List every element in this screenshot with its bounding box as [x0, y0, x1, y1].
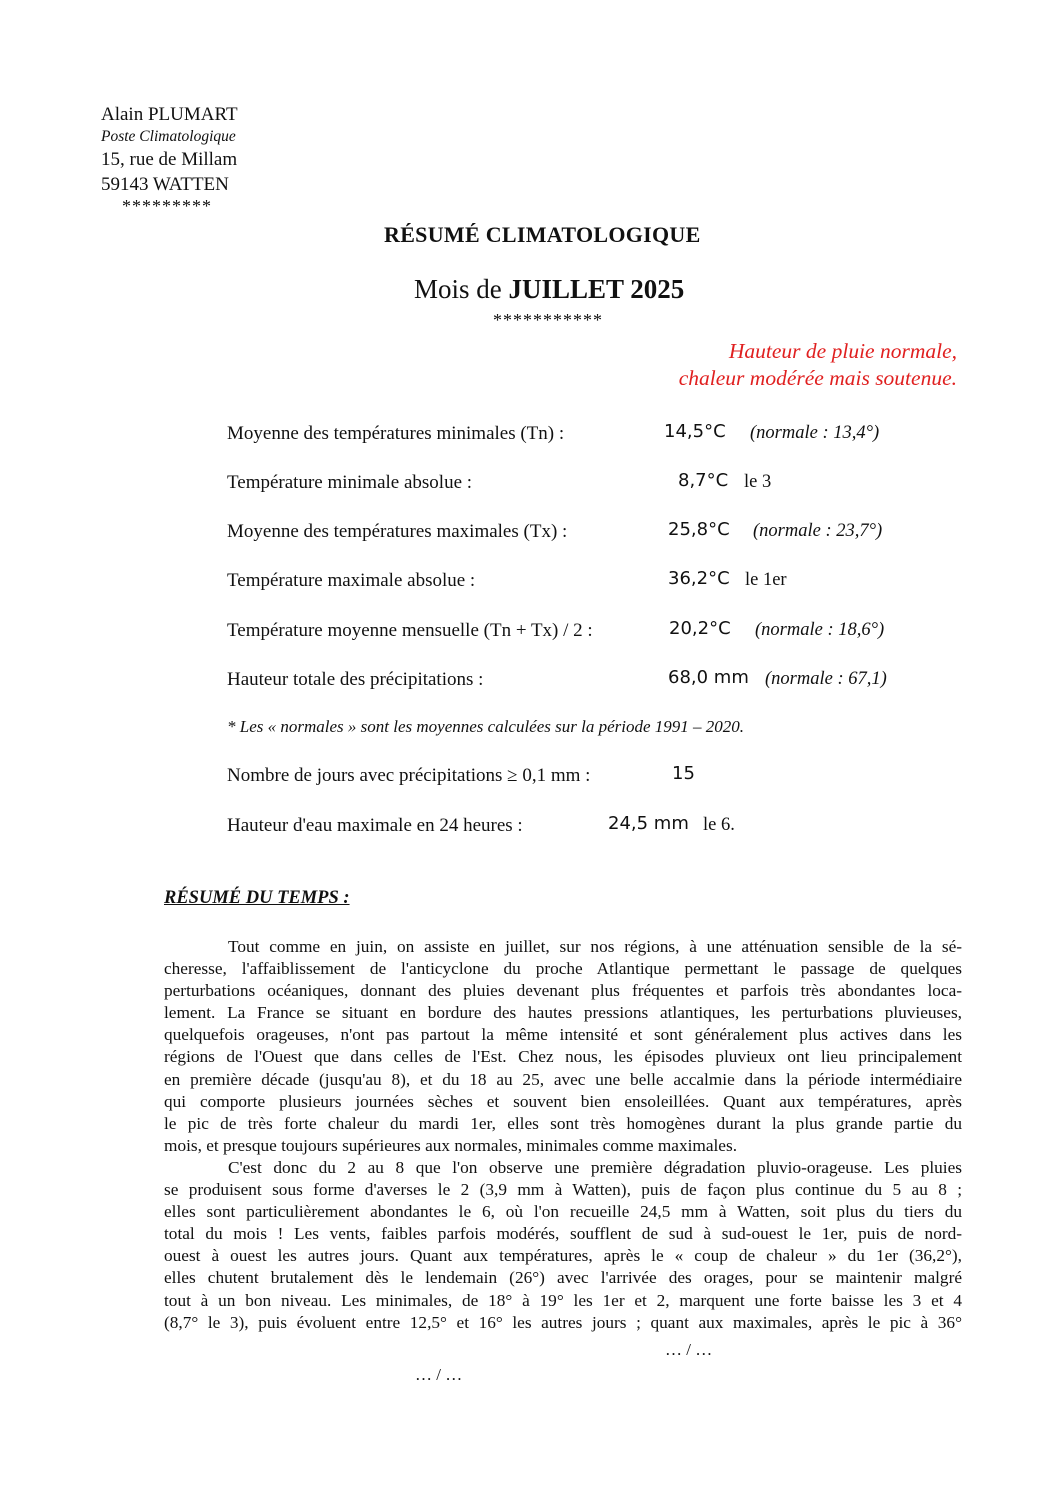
continued-marker-right: … / … — [665, 1340, 713, 1359]
rain-days-label: Nombre de jours avec précipitations ≥ 0,1 mm : — [227, 765, 591, 786]
stat-value-mean: 20,2°C — [669, 618, 731, 639]
text-line: elles sont particulièrement abondantes le 6, où l'on recueille 24,5 mm à Watten, soit plus du tiers du — [164, 1202, 962, 1222]
stat-note-tx-mean: (normale : 23,7°) — [753, 521, 883, 541]
text-line: le pic de très forte chaleur du mardi 1er, elles sont très homogènes durant la plus grande partie du — [164, 1113, 962, 1133]
max24-value: 24,5 mm — [608, 813, 689, 834]
author-city: 59143 WATTEN — [101, 174, 229, 195]
text-line: ouest à ouest les autres jours. Quant aux températures, après le « coup de chaleur » du 1er (36,2°), — [164, 1246, 962, 1266]
stat-label-precip: Hauteur totale des précipitations : — [227, 669, 484, 690]
summary-line-2: chaleur modérée mais soutenue. — [678, 366, 957, 390]
max24-tail: le 6. — [703, 815, 735, 835]
stat-value-tx-mean: 25,8°C — [668, 519, 730, 540]
author-street: 15, rue de Millam — [101, 149, 238, 170]
stat-note-precip: (normale : 67,1) — [765, 669, 887, 689]
paragraph-1 — [164, 936, 962, 1157]
text-line: régions de l'Ouest que dans celles de l'Est. Chez nous, les épisodes pluvieux ont lieu principalement — [164, 1047, 962, 1067]
header-separator: ********* — [122, 196, 212, 216]
summary-headline — [679, 338, 957, 392]
max24-label: Hauteur d'eau maximale en 24 heures : — [227, 815, 523, 836]
stat-value-tn-mean: 14,5°C — [664, 421, 726, 442]
text-line: perturbations océaniques, donnant des pluies devenant plus fréquentes et parfois très abondantes loca- — [164, 981, 962, 1001]
month-prefix: Mois de — [414, 274, 502, 304]
paragraph-2 — [164, 1157, 962, 1334]
rain-days-value: 15 — [672, 763, 695, 784]
author-role: Poste Climatologique — [101, 128, 236, 145]
text-line: se produisent sous forme d'averses le 2 (3,9 mm à Watten), puis de façon plus continue du 5 au 8 ; — [164, 1180, 962, 1200]
stat-value-precip: 68,0 mm — [668, 667, 749, 688]
continued-marker-center: … / … — [415, 1365, 463, 1384]
stat-note-tn-mean: (normale : 13,4°) — [750, 423, 880, 443]
text-line: total du mois ! Les vents, faibles parfois modérés, soufflent de sud à sud-ouest le 1er, puis de nord- — [164, 1224, 962, 1244]
stat-note-mean: (normale : 18,6°) — [755, 620, 885, 640]
stat-value-tx-abs: 36,2°C — [668, 568, 730, 589]
text-line: qui comporte plusieurs journées sèches et souvent bien ensoleillées. Quant aux températures, après — [164, 1091, 962, 1111]
stat-label-tn-mean: Moyenne des températures minimales (Tn) : — [227, 423, 565, 444]
text-line: cheresse, l'affaiblissement de l'anticyclone du proche Atlantique permettant le passage de quelques — [164, 959, 962, 979]
text-line: lement. La France se situant en bordure des hautes pressions atlantiques, les perturbations pluvieuses, — [164, 1003, 962, 1023]
document-title: RÉSUMÉ CLIMATOLOGIQUE — [384, 222, 701, 247]
summary-line-1: Hauteur de pluie normale, — [728, 339, 957, 363]
month-heading — [414, 274, 684, 305]
stat-label-mean: Température moyenne mensuelle (Tn + Tx) / 2 : — [227, 620, 593, 641]
stat-label-tn-abs: Température minimale absolue : — [227, 472, 473, 493]
stat-label-tx-abs: Température maximale absolue : — [227, 570, 476, 591]
text-line: elles chutent brutalement dès le lendemain (26°) avec l'arrivée des orages, pour se maintenir malgré — [164, 1268, 962, 1288]
stat-tail-tn-abs: le 3 — [744, 472, 772, 492]
author-name: Alain PLUMART — [101, 104, 238, 125]
month-name: JUILLET 2025 — [508, 274, 685, 304]
stat-value-tn-abs: 8,7°C — [678, 470, 729, 491]
text-line: (8,7° le 3), puis évoluent entre 12,5° et 16° les autres jours ; quant aux maximales, après le pic à 36° — [164, 1312, 962, 1332]
month-separator: *********** — [493, 310, 603, 330]
stat-label-tx-mean: Moyenne des températures maximales (Tx) : — [227, 521, 568, 542]
text-line: quelquefois orageuses, n'ont pas partout la même intensité et sont généralement plus actives dans les — [164, 1025, 962, 1045]
text-line: Tout comme en juin, on assiste en juillet, sur nos régions, à une atténuation sensible de la sé- — [228, 937, 962, 956]
text-line: tout à un bon niveau. Les minimales, de 18° à 19° les 1er et 2, marquent une forte baisse les 3 et 4 — [164, 1290, 962, 1310]
text-line: mois, et presque toujours supérieures aux normales, minimales comme maximales. — [164, 1135, 738, 1155]
normals-footnote: * Les « normales » sont les moyennes calculées sur la période 1991 – 2020. — [227, 717, 745, 736]
text-line: en première décade (jusqu'au 8), et du 18 au 25, avec une belle accalmie dans la période intermédiaire — [164, 1069, 962, 1089]
section-title: RÉSUMÉ DU TEMPS : — [164, 888, 350, 908]
text-line: C'est donc du 2 au 8 que l'on observe une première dégradation pluvio-orageuse. Les pluies — [228, 1158, 962, 1177]
stat-tail-tx-abs: le 1er — [745, 570, 787, 590]
